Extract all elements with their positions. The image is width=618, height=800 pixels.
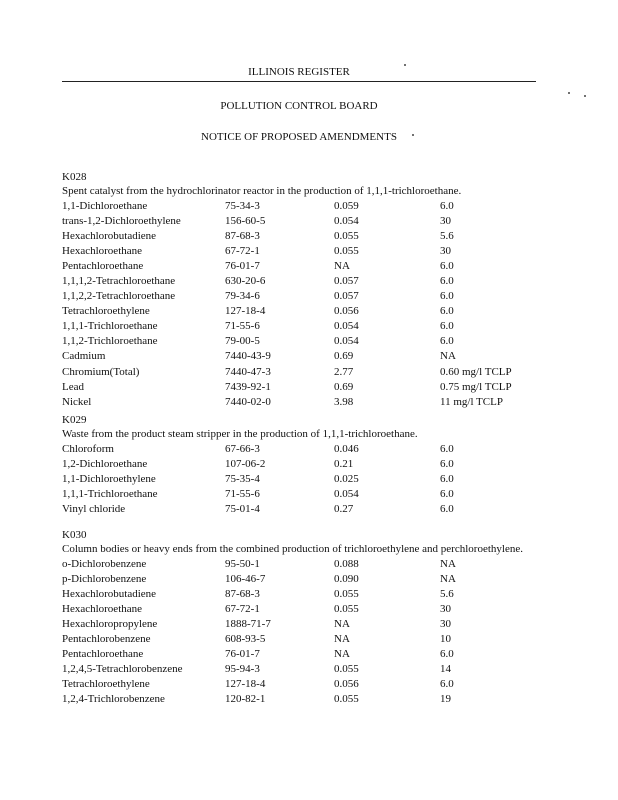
- nonwastewater-standard: 6.0: [440, 320, 454, 333]
- wastewater-standard: 0.21: [334, 457, 354, 470]
- cas-number: 107-06-2: [225, 457, 266, 470]
- cas-number: 71-55-6: [225, 320, 260, 333]
- cas-number: 127-18-4: [225, 678, 266, 691]
- notice-title: NOTICE OF PROPOSED AMENDMENTS: [201, 131, 397, 143]
- table-row: [62, 602, 562, 617]
- cas-number: 87-68-3: [225, 229, 260, 242]
- wastewater-standard: 0.056: [334, 305, 359, 318]
- wastewater-standard: 0.055: [334, 244, 359, 257]
- table-row: [62, 677, 562, 692]
- wastewater-standard: 0.054: [334, 335, 359, 348]
- table-row: [62, 380, 562, 395]
- cas-number: 87-68-3: [225, 587, 260, 600]
- nonwastewater-standard: NA: [440, 350, 456, 363]
- table-row: [62, 319, 562, 334]
- table-row: [62, 442, 562, 457]
- nonwastewater-standard: 5.6: [440, 587, 454, 600]
- wastewater-standard: 0.055: [334, 663, 359, 676]
- table-row: [62, 274, 562, 289]
- cas-number: 75-01-4: [225, 502, 260, 515]
- cas-number: 71-55-6: [225, 487, 260, 500]
- table-row: [62, 632, 562, 647]
- scan-speck: [584, 95, 586, 97]
- table-row: [62, 395, 562, 410]
- constituent-name: Hexachloropropylene: [62, 617, 158, 630]
- constituent-name: 1,1,2,2-Tetrachloroethane: [62, 290, 176, 303]
- cas-number: 7439-92-1: [225, 380, 271, 393]
- table-row: [62, 304, 562, 319]
- constituent-name: 1,2,4-Trichlorobenzene: [62, 693, 165, 706]
- table-row: [62, 244, 562, 259]
- wastewater-standard: 0.054: [334, 320, 359, 333]
- nonwastewater-standard: 0.75 mg/l TCLP: [440, 380, 512, 393]
- nonwastewater-standard: 19: [440, 693, 451, 706]
- table-row: [62, 557, 562, 572]
- table-row: [62, 692, 562, 707]
- constituent-name: 1,1,1-Trichloroethane: [62, 320, 158, 333]
- wastewater-standard: NA: [334, 632, 350, 645]
- constituent-name: Pentachloroethane: [62, 648, 144, 661]
- waste-description: Spent catalyst from the hydrochlorinator reactor in the production of 1,1,1-trichloroethane.: [62, 185, 462, 197]
- wastewater-standard: 0.046: [334, 442, 359, 455]
- cas-number: 75-35-4: [225, 472, 260, 485]
- constituent-name: 1,1-Dichloroethane: [62, 199, 148, 212]
- cas-number: 630-20-6: [225, 274, 266, 287]
- constituent-name: 1,1,1,2-Tetrachloroethane: [62, 274, 176, 287]
- table-row: [62, 647, 562, 662]
- waste-description: Waste from the product steam stripper in the production of 1,1,1-trichloroethane.: [62, 428, 418, 440]
- waste-code: K029: [62, 414, 87, 426]
- wastewater-standard: 0.69: [334, 350, 354, 363]
- table-row: [62, 487, 562, 502]
- cas-number: 156-60-5: [225, 214, 266, 227]
- constituent-name: o-Dichlorobenzene: [62, 557, 147, 570]
- table-row: [62, 334, 562, 349]
- cas-number: 79-34-6: [225, 290, 260, 303]
- section-k030: [62, 528, 562, 707]
- constituent-name: Lead: [62, 380, 84, 393]
- nonwastewater-standard: 0.60 mg/l TCLP: [440, 365, 512, 378]
- cas-number: 76-01-7: [225, 259, 260, 272]
- nonwastewater-standard: 30: [440, 244, 451, 257]
- constituent-name: 1,1,1-Trichloroethane: [62, 487, 158, 500]
- waste-description: Column bodies or heavy ends from the combined production of trichloroethylene and perchloroethylene.: [62, 543, 523, 555]
- constituent-name: 1,2,4,5-Tetrachlorobenzene: [62, 663, 183, 676]
- constituent-name: Hexachlorobutadiene: [62, 229, 157, 242]
- nonwastewater-standard: 5.6: [440, 229, 454, 242]
- table-row: [62, 472, 562, 487]
- cas-number: 608-93-5: [225, 632, 266, 645]
- nonwastewater-standard: 6.0: [440, 305, 454, 318]
- table-row: [62, 617, 562, 632]
- table-row: [62, 662, 562, 677]
- constituent-name: Chloroform: [62, 442, 114, 455]
- cas-number: 127-18-4: [225, 305, 266, 318]
- wastewater-standard: 0.054: [334, 487, 359, 500]
- wastewater-standard: 0.059: [334, 199, 359, 212]
- wastewater-standard: 0.055: [334, 229, 359, 242]
- table-row: [62, 289, 562, 304]
- wastewater-standard: 0.056: [334, 678, 359, 691]
- cas-number: 76-01-7: [225, 648, 260, 661]
- nonwastewater-standard: 6.0: [440, 648, 454, 661]
- wastewater-standard: 0.090: [334, 572, 359, 585]
- wastewater-standard: 3.98: [334, 395, 354, 408]
- constituent-name: Cadmium: [62, 350, 106, 363]
- cas-number: 67-66-3: [225, 442, 260, 455]
- board-title: POLLUTION CONTROL BOARD: [220, 100, 378, 112]
- constituent-name: Chromium(Total): [62, 365, 140, 378]
- table-row: [62, 214, 562, 229]
- nonwastewater-standard: 6.0: [440, 457, 454, 470]
- wastewater-standard: 0.055: [334, 602, 359, 615]
- table-row: [62, 199, 562, 214]
- section-k029: [62, 413, 562, 517]
- nonwastewater-standard: 6.0: [440, 472, 454, 485]
- wastewater-standard: 0.054: [334, 214, 359, 227]
- nonwastewater-standard: 6.0: [440, 259, 454, 272]
- constituent-name: Hexachlorobutadiene: [62, 587, 157, 600]
- nonwastewater-standard: 30: [440, 214, 451, 227]
- wastewater-standard: 0.69: [334, 380, 354, 393]
- cas-number: 67-72-1: [225, 244, 260, 257]
- nonwastewater-standard: 6.0: [440, 199, 454, 212]
- wastewater-standard: 0.055: [334, 693, 359, 706]
- waste-code: K030: [62, 529, 87, 541]
- wastewater-standard: 0.088: [334, 557, 359, 570]
- nonwastewater-standard: 6.0: [440, 274, 454, 287]
- table-row: [62, 259, 562, 274]
- constituent-name: Hexachloroethane: [62, 244, 143, 257]
- wastewater-standard: NA: [334, 259, 350, 272]
- nonwastewater-standard: NA: [440, 557, 456, 570]
- wastewater-standard: 0.27: [334, 502, 354, 515]
- section-k028: [62, 170, 562, 410]
- nonwastewater-standard: 6.0: [440, 487, 454, 500]
- nonwastewater-standard: 6.0: [440, 502, 454, 515]
- wastewater-standard: NA: [334, 617, 350, 630]
- cas-number: 67-72-1: [225, 602, 260, 615]
- scan-speck: [404, 64, 406, 66]
- nonwastewater-standard: 14: [440, 663, 451, 676]
- constituent-name: Nickel: [62, 395, 92, 408]
- cas-number: 7440-47-3: [225, 365, 271, 378]
- header-rule: [62, 81, 536, 82]
- cas-number: 7440-43-9: [225, 350, 271, 363]
- cas-number: 120-82-1: [225, 693, 266, 706]
- constituent-name: trans-1,2-Dichloroethylene: [62, 214, 181, 227]
- constituent-table: [62, 442, 562, 517]
- constituent-name: 1,1-Dichloroethylene: [62, 472, 156, 485]
- constituent-name: Hexachloroethane: [62, 602, 143, 615]
- wastewater-standard: 0.055: [334, 587, 359, 600]
- nonwastewater-standard: 6.0: [440, 442, 454, 455]
- wastewater-standard: 2.77: [334, 365, 354, 378]
- nonwastewater-standard: 6.0: [440, 678, 454, 691]
- table-row: [62, 587, 562, 602]
- wastewater-standard: 0.057: [334, 290, 359, 303]
- waste-code: K028: [62, 171, 87, 183]
- scan-speck: [412, 134, 414, 136]
- cas-number: 79-00-5: [225, 335, 260, 348]
- cas-number: 75-34-3: [225, 199, 260, 212]
- constituent-name: Tetrachloroethylene: [62, 305, 150, 318]
- constituent-name: 1,1,2-Trichloroethane: [62, 335, 158, 348]
- constituent-name: Vinyl chloride: [62, 502, 126, 515]
- cas-number: 1888-71-7: [225, 617, 271, 630]
- cas-number: 95-94-3: [225, 663, 260, 676]
- nonwastewater-standard: NA: [440, 572, 456, 585]
- cas-number: 7440-02-0: [225, 395, 271, 408]
- table-row: [62, 502, 562, 517]
- nonwastewater-standard: 30: [440, 602, 451, 615]
- register-title: ILLINOIS REGISTER: [248, 66, 350, 78]
- constituent-name: 1,2-Dichloroethane: [62, 457, 148, 470]
- table-row: [62, 229, 562, 244]
- wastewater-standard: 0.057: [334, 274, 359, 287]
- cas-number: 106-46-7: [225, 572, 266, 585]
- wastewater-standard: NA: [334, 648, 350, 661]
- nonwastewater-standard: 6.0: [440, 290, 454, 303]
- table-row: [62, 349, 562, 364]
- nonwastewater-standard: 30: [440, 617, 451, 630]
- wastewater-standard: 0.025: [334, 472, 359, 485]
- constituent-name: Pentachloroethane: [62, 259, 144, 272]
- constituent-table: [62, 199, 562, 410]
- constituent-name: p-Dichlorobenzene: [62, 572, 147, 585]
- constituent-table: [62, 557, 562, 708]
- nonwastewater-standard: 11 mg/l TCLP: [440, 395, 503, 408]
- table-row: [62, 572, 562, 587]
- table-row: [62, 457, 562, 472]
- constituent-name: Pentachlorobenzene: [62, 632, 151, 645]
- constituent-name: Tetrachloroethylene: [62, 678, 150, 691]
- cas-number: 95-50-1: [225, 557, 260, 570]
- nonwastewater-standard: 6.0: [440, 335, 454, 348]
- nonwastewater-standard: 10: [440, 632, 451, 645]
- scan-speck: [568, 92, 570, 94]
- table-row: [62, 365, 562, 380]
